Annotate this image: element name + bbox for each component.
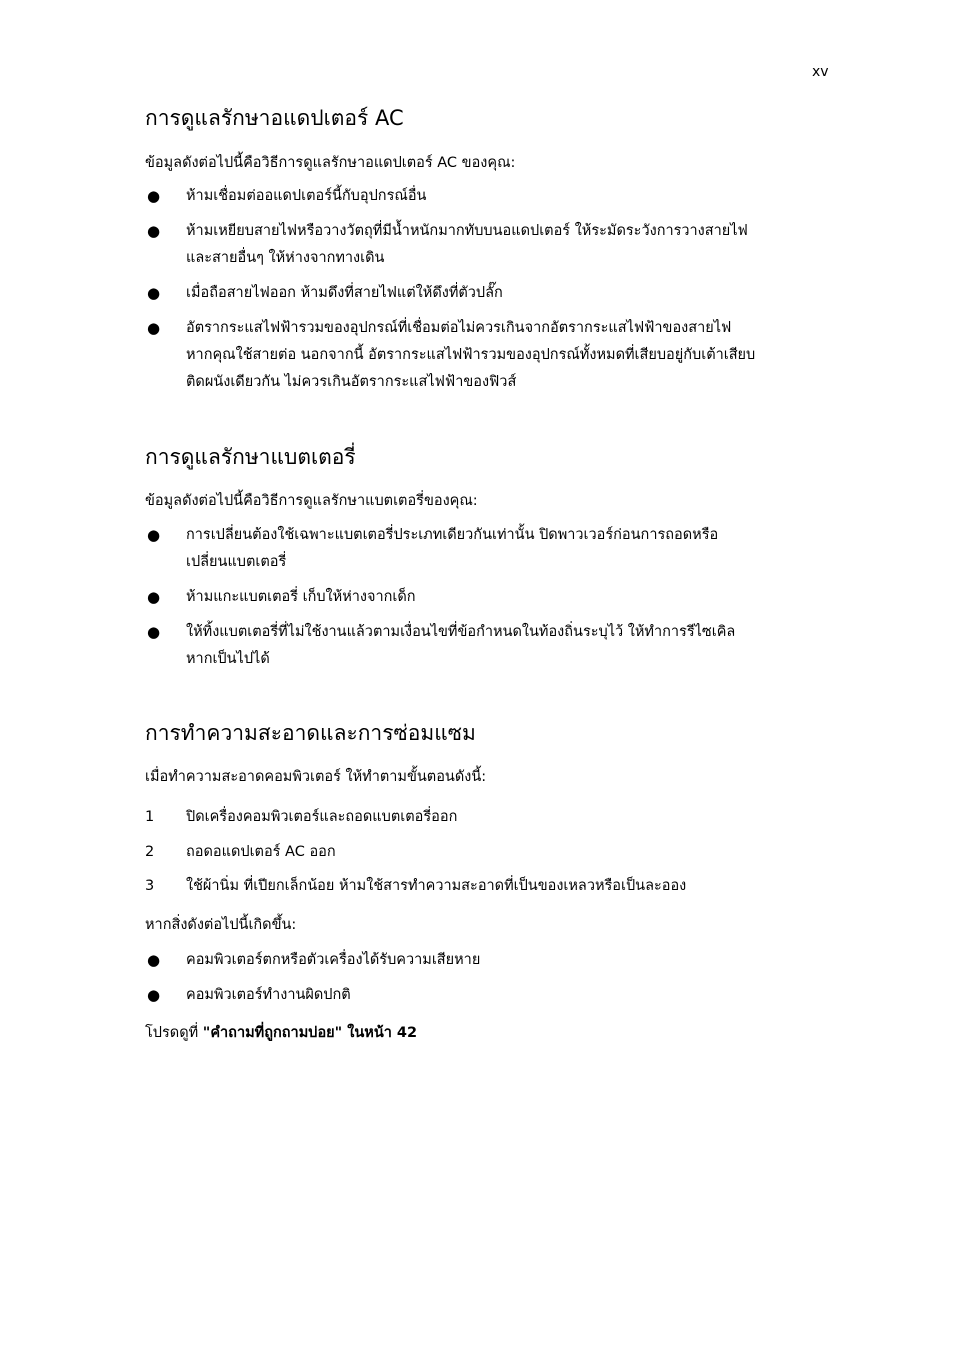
list-item-text	[186, 982, 811, 1009]
list-item-line: ให้ทิ้งแบตเตอรี่ที่ไม่ใช้งานแล้วตามเงื่อนไขที่ข้อกำหนดในท้องถิ่นระบุไว้ ให้ทำการรีไซเคิล	[186, 624, 736, 640]
list-item-line: ห้ามเหยียบสายไฟหรือวางวัตถุที่มีน้ำหนักมากทับบนอแดปเตอร์ ให้ระมัดระวังการวางสายไฟ	[186, 223, 748, 239]
list-item-line: เปลี่ยนแบตเตอรี่	[186, 554, 287, 570]
list-item-line: ติดผนังเดียวกัน ไม่ควรเกินอัตรากระแสไฟฟ้าของฟิวส์	[186, 374, 517, 390]
condition-text: หากสิ่งดังต่อไปนี้เกิดขึ้น:	[145, 917, 297, 933]
list-item-line: และสายอื่นๆ ให้ห่างจากทางเดิน	[186, 250, 385, 266]
bullet-icon: ●	[147, 588, 161, 606]
list-item-line: เมื่อถือสายไฟออก ห้ามดึงที่สายไฟแต่ให้ดึงที่ตัวปลั๊ก	[186, 285, 503, 301]
list-item-text	[186, 183, 811, 210]
list-item-line: ห้ามเชื่อมต่ออแดปเตอร์นี้กับอุปกรณ์อื่น	[186, 188, 427, 204]
step-number: 1	[145, 809, 155, 825]
list-item-line: คอมพิวเตอร์ตกหรือตัวเครื่องได้รับความเสียหาย	[186, 952, 481, 968]
section-title-cleaning: การทำความสะอาดและการซ่อมแซม	[145, 721, 476, 745]
list-item-text	[186, 522, 811, 576]
section-intro-battery: ข้อมูลดังต่อไปนี้คือวิธีการดูแลรักษาแบตเตอรี่ของคุณ:	[145, 493, 478, 509]
section-intro-cleaning: เมื่อทำความสะอาดคอมพิวเตอร์ ให้ทำตามขั้นตอนดังนี้:	[145, 769, 487, 785]
list-item-line: หากคุณใช้สายต่อ นอกจากนี้ อัตรากระแสไฟฟ้ารวมของอุปกรณ์ทั้งหมดที่เสียบอยู่กับเต้าเสียบ	[186, 347, 756, 363]
list-item-line: การเปลี่ยนต้องใช้เฉพาะแบตเตอรี่ประเภทเดียวกันเท่านั้น ปิดพาวเวอร์ก่อนการถอดหรือ	[186, 527, 719, 543]
list-item-text	[186, 315, 811, 396]
step-line: ถอดอแดปเตอร์ AC ออก	[186, 844, 336, 860]
list-item-text	[186, 584, 811, 611]
step-line: ใช้ผ้านิ่ม ที่เปียกเล็กน้อย ห้ามใช้สารทำความสะอาดที่เป็นของเหลวหรือเป็นละออง	[186, 878, 687, 894]
list-item-text	[186, 280, 811, 307]
step-line: ปิดเครื่องคอมพิวเตอร์และถอดแบตเตอรี่ออก	[186, 809, 458, 825]
bullet-icon: ●	[147, 222, 161, 240]
bullet-icon: ●	[147, 526, 161, 544]
faq-page-link[interactable]: "คำถามที่ถูกถามบ่อย" ในหน้า 42	[202, 1025, 418, 1041]
list-item-line: ห้ามแกะแบตเตอรี่ เก็บให้ห่างจากเด็ก	[186, 589, 416, 605]
list-item-text	[186, 218, 811, 272]
reference-text	[145, 1020, 417, 1047]
step-number: 2	[145, 844, 155, 860]
page-number: xv	[812, 64, 829, 80]
bullet-icon: ●	[147, 319, 161, 337]
bullet-icon: ●	[147, 951, 161, 969]
bullet-icon: ●	[147, 187, 161, 205]
bullet-icon: ●	[147, 623, 161, 641]
bullet-icon: ●	[147, 284, 161, 302]
bullet-icon: ●	[147, 986, 161, 1004]
step-text	[186, 873, 811, 900]
list-item-line: อัตรากระแสไฟฟ้ารวมของอุปกรณ์ที่เชื่อมต่อไม่ควรเกินจากอัตรากระแสไฟฟ้าของสายไฟ	[186, 320, 732, 336]
list-item-text	[186, 619, 811, 673]
list-item-text	[186, 947, 811, 974]
step-text	[186, 804, 811, 831]
section-intro-ac-adapter: ข้อมูลดังต่อไปนี้คือวิธีการดูแลรักษาอแดปเตอร์ AC ของคุณ:	[145, 155, 516, 171]
section-title-ac-adapter: การดูแลรักษาอแดปเตอร์ AC	[145, 106, 404, 130]
list-item-line: หากเป็นไปได้	[186, 651, 270, 667]
list-item-line: คอมพิวเตอร์ทำงานผิดปกติ	[186, 987, 351, 1003]
step-number: 3	[145, 878, 155, 894]
section-title-battery: การดูแลรักษาแบตเตอรี่	[145, 445, 356, 469]
reference-prefix: โปรดดูที่	[145, 1025, 203, 1041]
step-text	[186, 839, 811, 866]
